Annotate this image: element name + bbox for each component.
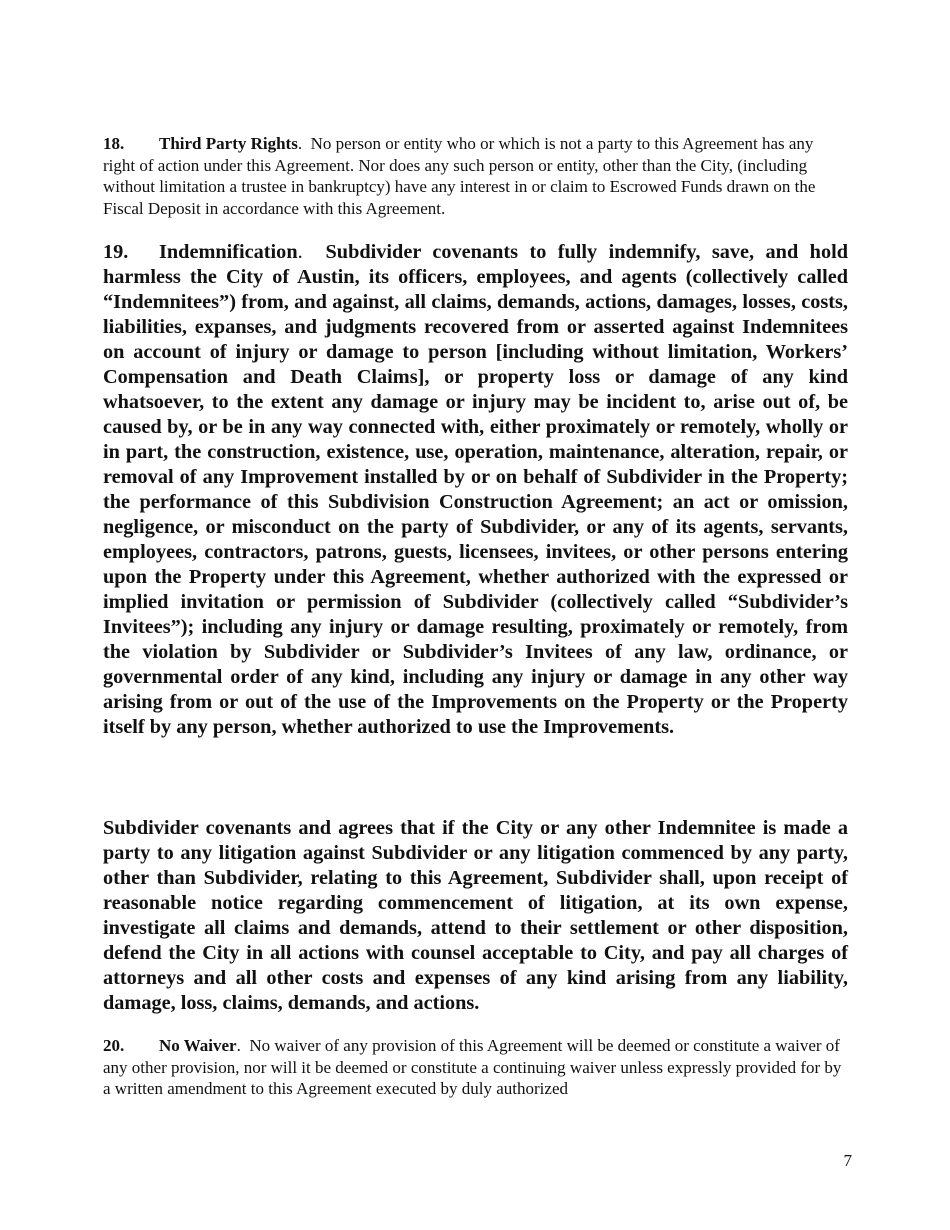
- section-heading: Third Party Rights: [159, 134, 298, 153]
- section-18: [103, 133, 848, 219]
- section-19: [103, 240, 848, 740]
- section-number: 20.: [103, 1036, 125, 1055]
- section-20: [103, 1035, 848, 1100]
- heading-period: .: [297, 241, 303, 263]
- heading-period: .: [236, 1036, 241, 1055]
- section-body-continued: Subdivider covenants and agrees that if the City or any other Indemnitee is made a party to any litigation against Subdivider or any litigation commenced by any party, other than Subdivider, relating to this Agreement, Subdivider shall, upon receipt of reasonable notice regarding commencement of litigation, at its own expense, investigate all claims and demands, attend to their settlement or other disposition, defend the City in all actions with counsel acceptable to City, and pay all charges of attorneys and all other costs and expenses of any kind arising from any liability, damage, loss, claims, demands, and actions.: [103, 817, 848, 1014]
- page-number: 7: [843, 1151, 852, 1170]
- section-body: No waiver of any provision of this Agreement will be deemed or constitute a waiver of any other provision, nor will it be deemed or constitute a continuing waiver unless expressly provided for by a written amendment to this Agreement executed by duly authorized: [103, 1036, 842, 1098]
- section-heading: No Waiver: [159, 1036, 237, 1055]
- section-body: Subdivider covenants to fully indemnify, save, and hold harmless the City of Austin, its officers, employees, and agents (collectively called “Indemnitees”) from, and against, all claims, demands, actions, damages, losses, costs, liabilities, expanses, and judgments recovered from or asserted against Indemnitees on account of injury or damage to person [including without limitation, Workers’ Compensation and Death Claims], or property loss or damage of any kind whatsoever, to the extent any damage or injury may be incident to, arise out of, be caused by, or be in any way connected with, either proximately or remotely, wholly or in part, the construction, existence, use, operation, maintenance, alteration, repair, or removal of any Improvement installed by or on behalf of Subdivider in the Property; the performance of this Subdivision Construction Agreement; an act or omission, negligence, or misconduct on the party of Subdivider, or any of its agents, servants, employees, contractors, patrons, guests, licensees, invitees, or other persons entering upon the Property under this Agreement, whether authorized with the expressed or implied invitation or permission of Subdivider (collectively called “Subdivider’s Invitees”); including any injury or damage resulting, proximately or remotely, from the violation by Subdivider or Subdivider’s Invitees of any law, ordinance, or governmental order of any kind, including any injury or damage in any other way arising from or out of the use of the Improvements on the Property or the Property itself by any person, whether authorized to use the Improvements.: [103, 241, 848, 738]
- section-heading: Indemnification: [159, 241, 298, 263]
- section-19-paragraph-2: [103, 816, 848, 1016]
- section-body: No person or entity who or which is not a party to this Agreement has any right of action under this Agreement. Nor does any such person or entity, other than the City, (including without limitation a trustee in bankruptcy) have any interest in or claim to Escrowed Funds drawn on the Fiscal Deposit in accordance with this Agreement.: [103, 134, 816, 218]
- section-number: 19.: [103, 241, 129, 263]
- heading-period: .: [297, 134, 303, 153]
- section-number: 18.: [103, 134, 125, 153]
